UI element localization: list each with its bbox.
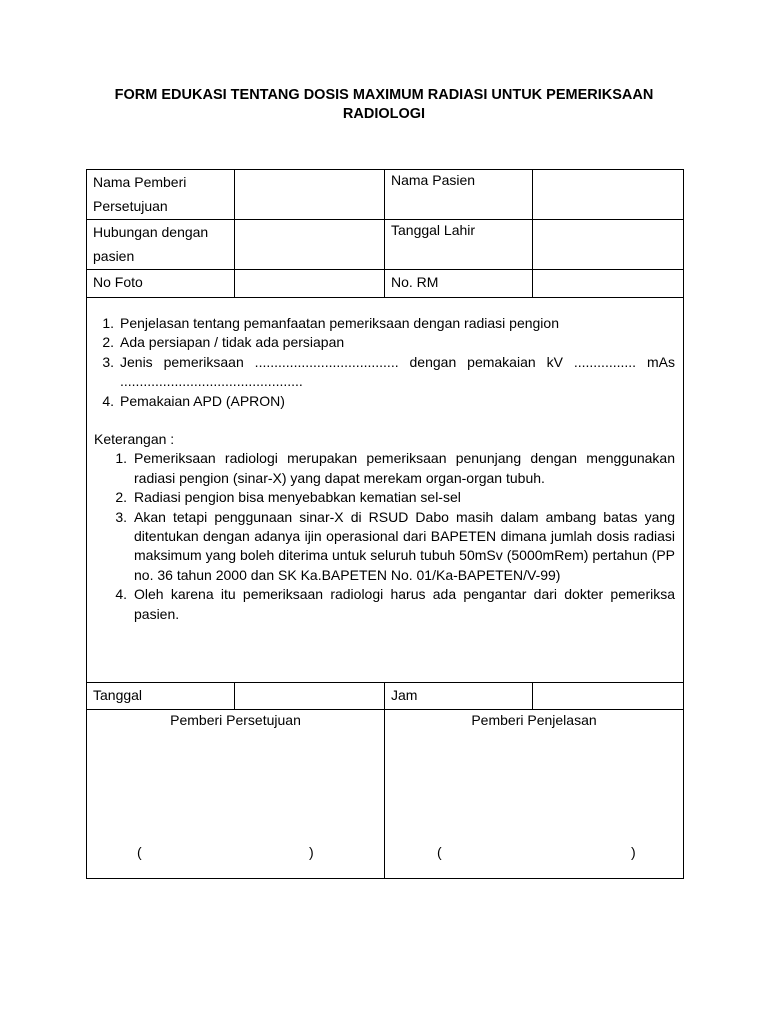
form-title-line-2: RADIOLOGI	[342, 106, 426, 122]
list-item: 4. Oleh karena itu pemeriksaan radiologi harus ada pengantar dari dokter pemeriksa pasien.	[115, 586, 675, 622]
label-jam: Jam	[385, 683, 533, 709]
list-item: 1. Pemeriksaan radiologi merupakan pemeriksaan penunjang dengan menggunakan radiasi pengion (sinar-X) yang dapat merekam organ-organ tubuh.	[115, 450, 675, 486]
label-nama-pasien: Nama Pasien	[385, 170, 533, 219]
open-paren: (	[137, 844, 142, 860]
list-item: 3. Jenis pemeriksaan ..................................... dengan pemakaian kV ................ mAs ...............................................	[102, 353, 675, 390]
edukasi-content	[87, 298, 683, 682]
keterangan-list	[94, 449, 675, 624]
field-tanggal-lahir[interactable]	[533, 220, 683, 269]
signature-row	[87, 710, 683, 879]
row-edukasi	[87, 298, 683, 683]
field-nama-pasien[interactable]	[533, 170, 683, 219]
row-no-foto	[87, 270, 683, 298]
label-tanggal: Tanggal	[87, 683, 235, 709]
list-item: 2. Radiasi pengion bisa menyebabkan kematian sel-sel	[115, 489, 461, 506]
field-nama-pemberi-persetujuan[interactable]	[235, 170, 385, 219]
list-item: 4. Pemakaian APD (APRON)	[102, 392, 285, 409]
row-tanggal	[87, 683, 683, 710]
label-hubungan-dengan-pasien: Hubungan dengan pasien	[87, 220, 235, 269]
list-item: 3. Akan tetapi penggunaan sinar-X di RSUD Dabo masih dalam ambang batas yang ditentukan dengan adanya ijin operasional dari BAPETEN dimana jumlah dosis radiasi maksimum yang boleh diterima untuk seluruh tubuh 50mSv (5000mRem) pertahun (PP no. 36 tahun 2000 dan SK Ka.BAPETEN No. 01/Ka-BAPETEN/V-99)	[115, 508, 675, 583]
field-no-foto[interactable]	[235, 270, 385, 297]
form-table	[86, 169, 684, 879]
open-paren: (	[437, 844, 442, 860]
keterangan-heading: Keterangan :	[94, 431, 175, 448]
form-title	[86, 86, 682, 124]
label-tanggal-lahir: Tanggal Lahir	[385, 220, 533, 269]
edukasi-list	[94, 314, 675, 411]
row-nama	[87, 170, 683, 220]
signature-box-pemberi-penjelasan[interactable]	[385, 710, 683, 878]
list-item: 1. Penjelasan tentang pemanfaatan pemeriksaan dengan radiasi pengion	[102, 315, 559, 331]
field-jam[interactable]	[533, 683, 683, 709]
list-item: 2. Ada persiapan / tidak ada persiapan	[102, 334, 345, 351]
row-hubungan	[87, 220, 683, 270]
field-no-rm[interactable]	[533, 270, 683, 297]
close-paren: )	[309, 844, 314, 860]
label-nama-pemberi-persetujuan: Nama Pemberi Persetujuan	[87, 170, 235, 219]
label-no-foto: No Foto	[87, 270, 235, 297]
close-paren: )	[631, 844, 636, 860]
field-hubungan-dengan-pasien[interactable]	[235, 220, 385, 269]
label-no-rm: No. RM	[385, 270, 533, 297]
signature-box-pemberi-persetujuan[interactable]	[87, 710, 385, 878]
signature-label-pemberi-penjelasan: Pemberi Penjelasan	[471, 712, 597, 728]
form-title-line-1: FORM EDUKASI TENTANG DOSIS MAXIMUM RADIASI UNTUK PEMERIKSAAN	[114, 87, 654, 103]
signature-label-pemberi-persetujuan: Pemberi Persetujuan	[170, 712, 301, 728]
field-tanggal[interactable]	[235, 683, 385, 709]
